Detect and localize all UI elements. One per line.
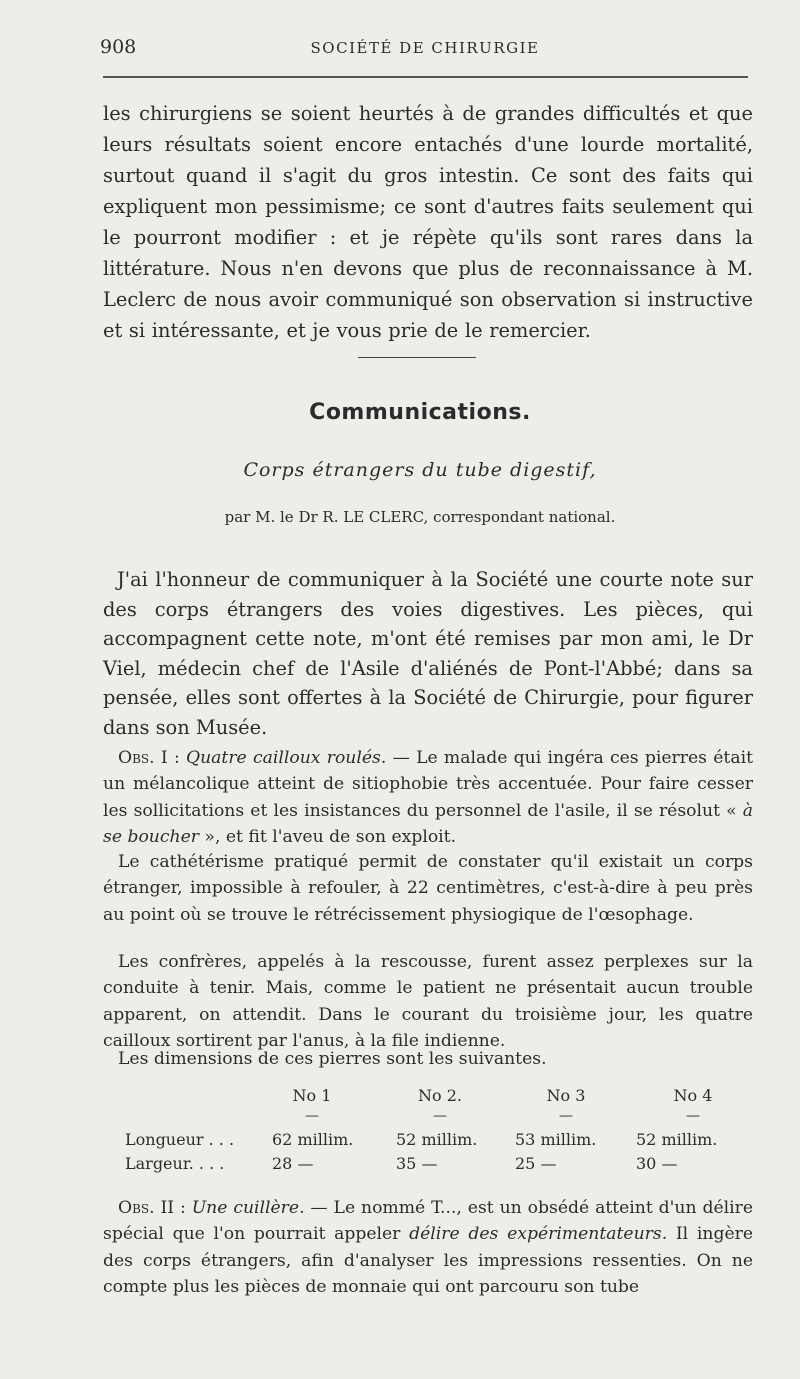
- obs1-sep: :: [167, 748, 187, 768]
- obs2-text-1: — Le nommé T..., est un obsédé atteint d'un délire spécial que l'on pourrait appeler: [103, 1198, 754, 1245]
- obs2-title: Une cuillère.: [191, 1198, 305, 1218]
- intro-paragraph: J'ai l'honneur de communiquer à la Société une courte note sur des corps étrangers des voies digestives. Les pièces, qui accompagnent cette note, m'ont été remises par mon ami, le Dr Viel, médecin chef de l'Asile d'aliénés de Pont-l'Abbé; dans sa pensée, elles sont offertes à la Société de Chirurgie, pour figurer dans son Musée.: [103, 568, 753, 739]
- obs1-text-1: — Le malade qui ingéra ces pierres était un mélancolique atteint de sitiophobie très accentuée. Pour faire cesser les sollicitations et les insistances du personnel de l'asile, il se résolut «: [103, 748, 753, 821]
- table-col-dash: —: [305, 1108, 319, 1124]
- observation-1: [103, 745, 753, 851]
- table-col-header: No 3: [546, 1086, 586, 1105]
- article-byline: par M. le Dr R. LE CLERC, correspondant national.: [224, 508, 616, 526]
- obs1-quote: à se boucher: [103, 800, 753, 848]
- page-number: 908: [100, 36, 137, 58]
- running-title: SOCIÉTÉ DE CHIRURGIE: [310, 39, 540, 57]
- table-col-dash: —: [559, 1108, 573, 1124]
- article-title: Corps étrangers du tube digestif,: [243, 459, 597, 481]
- table-cell: 30 —: [636, 1154, 678, 1173]
- section-title: Communications.: [309, 400, 531, 425]
- table-cell: 52 millim.: [636, 1130, 718, 1149]
- table-cell: 28 —: [272, 1154, 314, 1173]
- table-row-label: Largeur. . . .: [125, 1154, 225, 1173]
- obs1-paragraph-2: Le cathétérisme pratiqué permit de constater qu'il existait un corps étranger, impossible à refouler, à 22 centimètres, c'est-à-dire à peu près au point où se trouve le rétrécissement physiogique de l'œsophage.: [103, 852, 753, 925]
- table-cell: 25 —: [515, 1154, 557, 1173]
- table-col-dash: —: [433, 1108, 447, 1124]
- obs2-label: Obs. II: [118, 1198, 175, 1218]
- obs2-sep: :: [174, 1198, 192, 1218]
- running-header: [100, 36, 750, 62]
- table-cell: 35 —: [396, 1154, 438, 1173]
- obs1-text-2: », et fit l'aveu de son exploit.: [198, 827, 457, 848]
- table-cell: 62 millim.: [272, 1130, 354, 1149]
- obs2-emphasis: délire des expérimentateurs.: [409, 1224, 668, 1245]
- obs1-paragraph-4: Les dimensions de ces pierres sont les suivantes.: [118, 1049, 547, 1069]
- continuation-paragraph: les chirurgiens se soient heurtés à de grandes difficultés et que leurs résultats soient encore entachés d'une lourde mortalité, surtout quand il s'agit du gros intestin. Ce sont des faits qui expliquent mon pessimisme; ce sont d'autres faits seulement qui le pourront modifier : et je répète qu'ils sont rares dans la littérature. Nous n'en devons que plus de reconnaissance à M. Leclerc de nous avoir communiqué son observation si instructive et si intéressante, et je vous prie de le remercier.: [103, 102, 753, 342]
- table-cell: 53 millim.: [515, 1130, 597, 1149]
- obs1-title: Quatre cailloux roulés.: [186, 748, 387, 768]
- obs2-text-2: Il ingère des corps étrangers, afin d'analyser les impressions ressenties. On ne compte plus les pièces de monnaie qui ont parcouru son tube: [103, 1224, 754, 1298]
- table-cell: 52 millim.: [396, 1130, 478, 1149]
- header-rule: [103, 76, 748, 78]
- section-separator: [358, 357, 476, 358]
- table-col-header: No 4: [673, 1086, 713, 1105]
- table-col-dash: —: [686, 1108, 700, 1124]
- table-col-header: No 1: [292, 1086, 332, 1105]
- obs1-paragraph-3: Les confrères, appelés à la rescousse, furent assez perplexes sur la conduite à tenir. Mais, comme le patient ne présentait aucun trouble apparent, on attendit. Dans le courant du troisième jour, les quatre cailloux sortirent par l'anus, à la file indienne.: [103, 952, 753, 1052]
- table-col-header: No 2.: [418, 1086, 462, 1105]
- observation-2: [103, 1195, 753, 1301]
- stones-table: [103, 1086, 763, 1186]
- obs1-label: Obs. I: [118, 748, 168, 768]
- table-row-label: Longueur . . .: [125, 1130, 235, 1149]
